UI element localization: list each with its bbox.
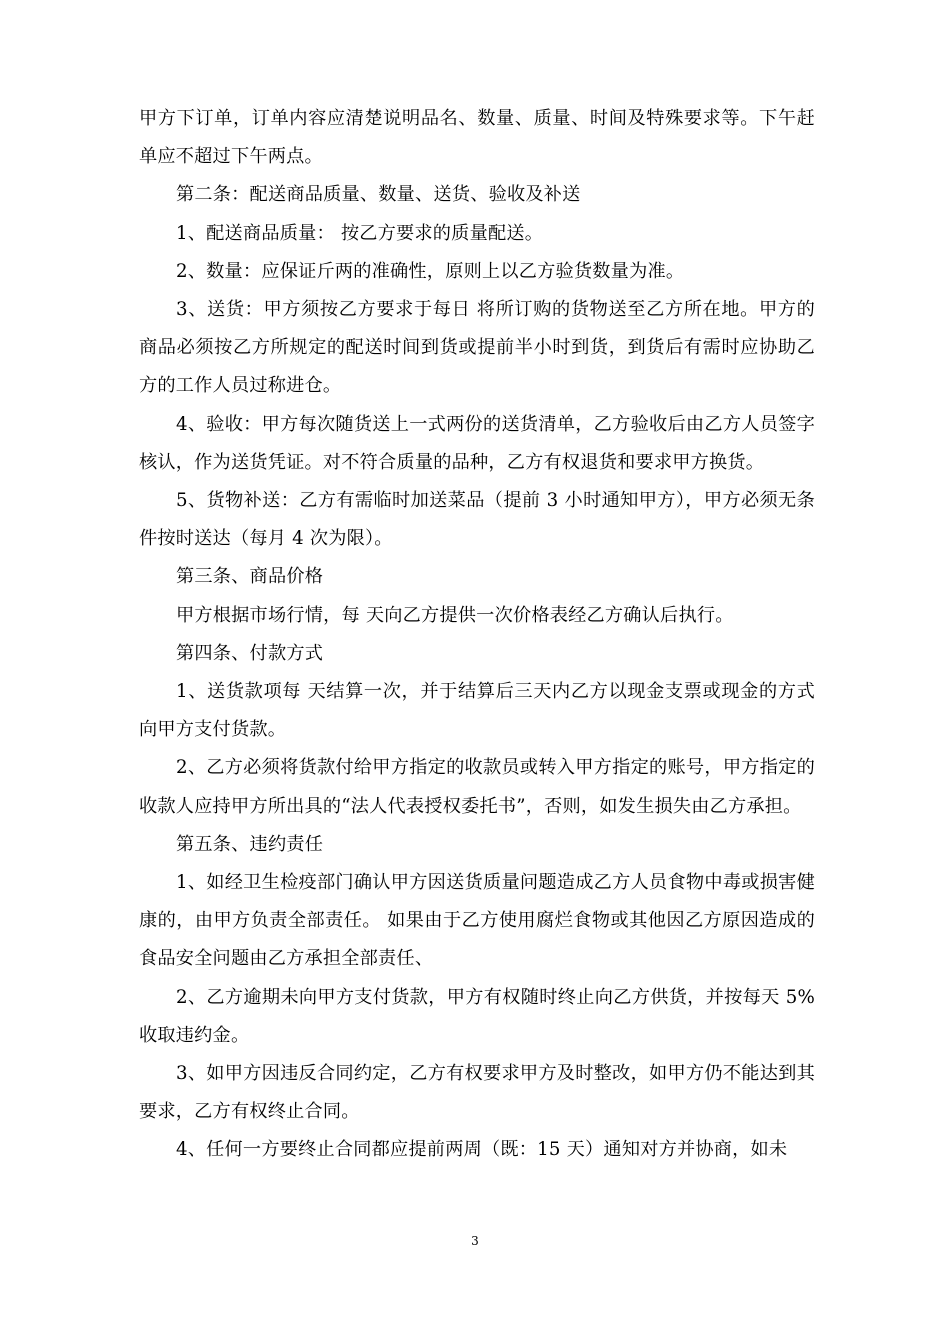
paragraph: 1、如经卫生检疫部门确认甲方因送货质量问题造成乙方人员食物中毒或损害健康的，由甲方负责全部责任。 如果由于乙方使用腐烂食物或其他因乙方原因造成的食品安全问题由乙方承担全部责任、 (139, 872, 815, 970)
document-body (139, 100, 815, 1170)
paragraph: 第四条、付款方式 (176, 642, 324, 664)
paragraph: 1、配送商品质量： 按乙方要求的质量配送。 (176, 222, 544, 244)
paragraph: 3、如甲方因违反合同约定，乙方有权要求甲方及时整改，如甲方仍不能达到其要求，乙方有权终止合同。 (139, 1063, 815, 1123)
paragraph: 2、数量：应保证斤两的准确性，原则上以乙方验货数量为准。 (176, 260, 685, 282)
paragraph: 第二条：配送商品质量、数量、送货、验收及补送 (176, 184, 581, 206)
paragraph: 4、验收：甲方每次随货送上一式两份的送货清单，乙方验收后由乙方人员签字核认，作为送货凭证。对不符合质量的品种，乙方有权退货和要求甲方换货。 (139, 413, 815, 473)
paragraph: 3、送货：甲方须按乙方要求于每日 将所订购的货物送至乙方所在地。甲方的商品必须按乙方所规定的配送时间到货或提前半小时到货，到货后有需时应协助乙方的工作人员过称进仓。 (139, 299, 815, 397)
paragraph: 2、乙方必须将货款付给甲方指定的收款员或转入甲方指定的账号，甲方指定的收款人应持甲方所出具的“法人代表授权委托书”，否则，如发生损失由乙方承担。 (139, 757, 815, 817)
paragraph: 第三条、商品价格 (176, 566, 324, 588)
paragraph: 4、任何一方要终止合同都应提前两周（既：15 天）通知对方并协商，如未 (176, 1139, 788, 1161)
page-number: 3 (471, 1234, 479, 1248)
paragraph: 第五条、违约责任 (176, 833, 324, 855)
paragraph: 2、乙方逾期未向甲方支付货款，甲方有权随时终止向乙方供货，并按每天 5%收取违约金。 (139, 986, 815, 1046)
paragraph: 1、送货款项每 天结算一次，并于结算后三天内乙方以现金支票或现金的方式向甲方支付货款。 (139, 681, 815, 741)
paragraph: 5、货物补送：乙方有需临时加送菜品（提前 3 小时通知甲方），甲方必须无条件按时送达（每月 4 次为限）。 (139, 490, 815, 550)
paragraph: 甲方下订单，订单内容应清楚说明品名、数量、质量、时间及特殊要求等。下午赶单应不超过下午两点。 (139, 108, 815, 168)
paragraph: 甲方根据市场行情，每 天向乙方提供一次价格表经乙方确认后执行。 (176, 604, 734, 626)
